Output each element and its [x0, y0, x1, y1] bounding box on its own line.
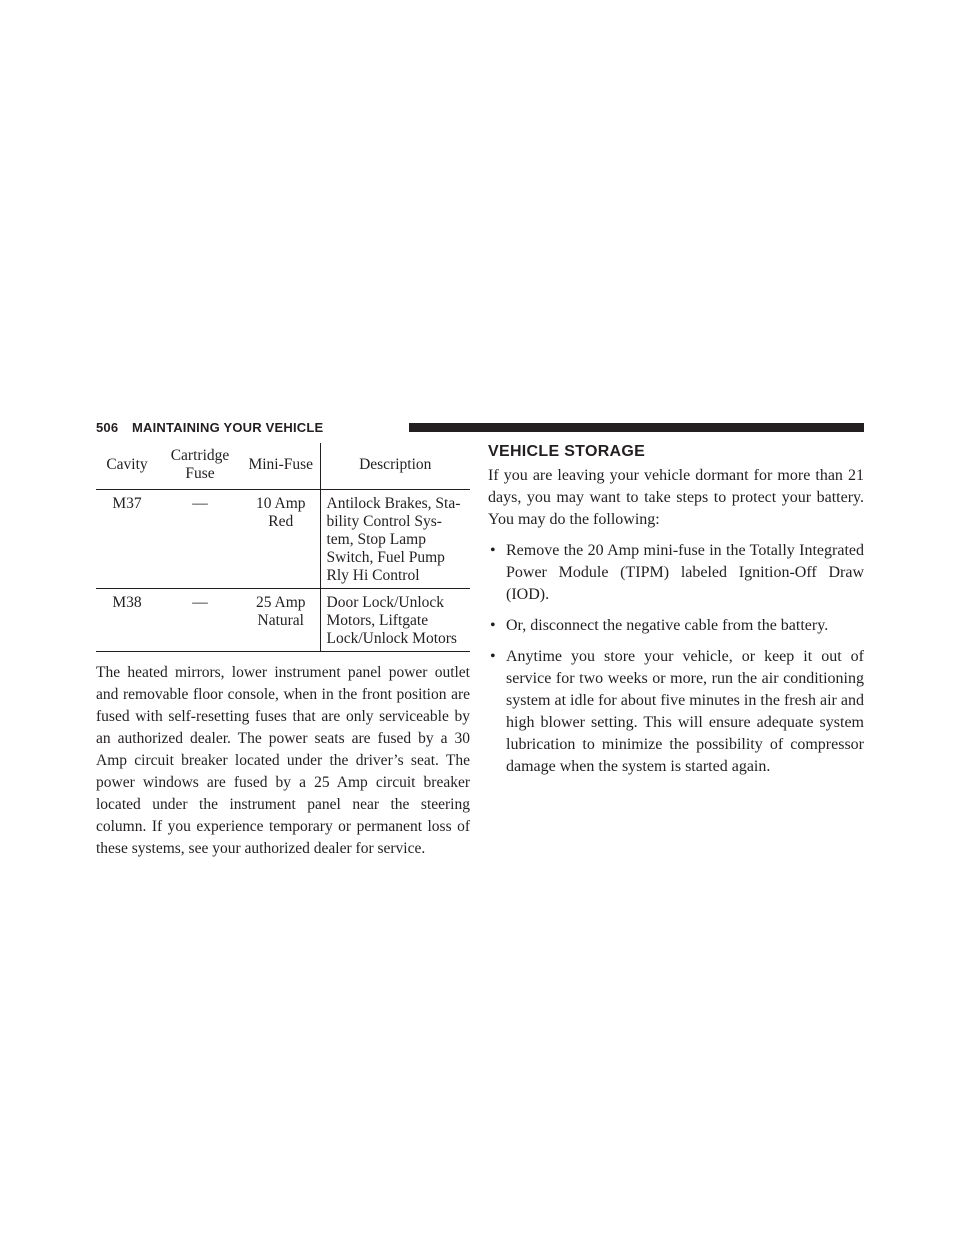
fuse-info-paragraph: The heated mirrors, lower instrument panel power outlet and removable floor console, when in the front position are fused with self-resetting fuses that are only serviceable by an authorized dealer. The power seats are fused by a 30 Amp circuit breaker located under the driver’s seat. The power windows are fused by a 25 Amp circuit breaker located under the instrument panel near the steering column. If you experience temporary or permanent loss of these systems, see your authorized dealer for service.: [96, 664, 470, 857]
list-item: [488, 540, 864, 606]
header-mini-fuse: Mini-Fuse: [242, 443, 320, 490]
left-column: [96, 443, 470, 860]
cell-description: Antilock Brakes, Sta- bility Control Sys- tem, Stop Lamp Switch, Fuel Pump Rly Hi Control: [320, 490, 470, 589]
list-item: [488, 646, 864, 778]
cell-mini-fuse: 25 Amp Natural: [242, 589, 320, 652]
storage-intro: If you are leaving your vehicle dormant for more than 21 days, you may want to take steps to protect your battery. You may do the following:: [488, 467, 864, 528]
list-item-text: Remove the 20 Amp mini-fuse in the Totally Integrated Power Module (TIPM) labeled Ignition-Off Draw (IOD).: [506, 542, 864, 603]
header-description: Description: [320, 443, 470, 490]
cell-cartridge-fuse: —: [158, 490, 242, 589]
fuse-table: [96, 443, 470, 652]
bullet-icon: •: [490, 542, 496, 559]
list-item: [488, 615, 864, 637]
cell-cavity: M38: [96, 589, 158, 652]
header-cartridge-fuse: Cartridge Fuse: [158, 443, 242, 490]
header-rule: [409, 423, 864, 432]
cell-description: Door Lock/Unlock Motors, Liftgate Lock/Unlock Motors: [320, 589, 470, 652]
right-column: [488, 443, 864, 778]
cell-cartridge-fuse: —: [158, 589, 242, 652]
page-number: 506: [96, 420, 119, 435]
bullet-icon: •: [490, 617, 496, 634]
list-item-text: Or, disconnect the negative cable from the battery.: [506, 617, 829, 634]
header-cavity: Cavity: [96, 443, 158, 490]
cell-cavity: M37: [96, 490, 158, 589]
section-heading: VEHICLE STORAGE: [488, 443, 646, 460]
table-row: [96, 589, 470, 652]
cell-mini-fuse: 10 Amp Red: [242, 490, 320, 589]
table-row: [96, 490, 470, 589]
storage-list: [488, 540, 864, 778]
bullet-icon: •: [490, 648, 496, 665]
fuse-table-header-row: [96, 443, 470, 490]
section-title: MAINTAINING YOUR VEHICLE: [132, 420, 324, 435]
page-header: [96, 418, 864, 438]
list-item-text: Anytime you store your vehicle, or keep it out of service for two weeks or more, run the air conditioning system at idle for about five minutes in the fresh air and high blower setting. This will ensure adequate system lubrication to minimize the possibility of compressor damage when the system is started again.: [506, 648, 864, 775]
